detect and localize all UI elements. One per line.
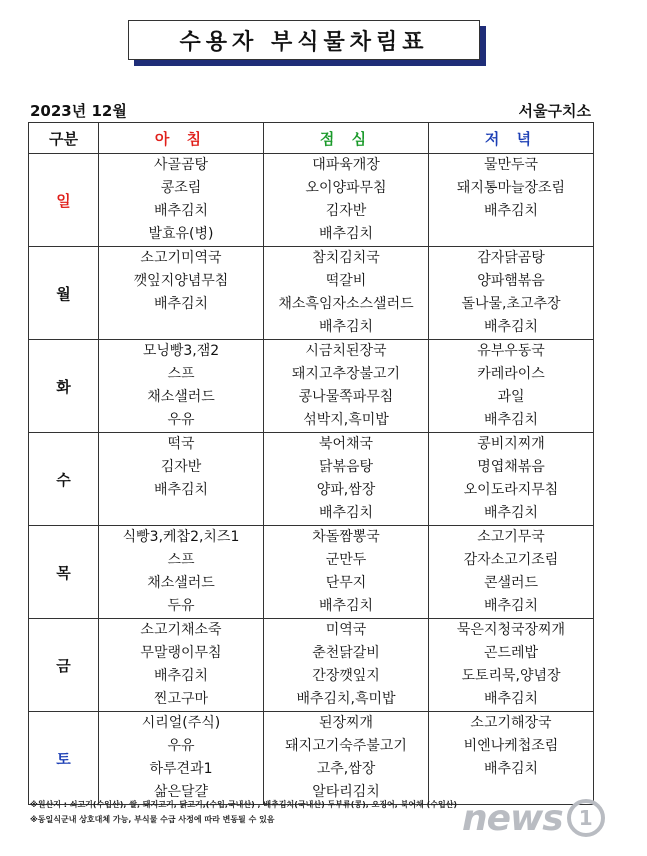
dish-item: 소고기채소죽 <box>140 622 222 638</box>
dish-item: 군만두 <box>325 552 367 568</box>
dish-item: 미역국 <box>325 622 367 638</box>
lunch-cell <box>264 154 429 247</box>
dish-item: 알타리김치 <box>312 784 380 800</box>
dish-item: 콘샐러드 <box>483 575 539 591</box>
origin-footnote: ※원산지 : 쇠고기(수입산), 쌀, 돼지고기, 닭고기,(수입,국내산) , 배추김치(국내산) 두부류(콩), 오징어, 북어채 (수입산) <box>30 800 458 809</box>
menu-body <box>29 154 594 805</box>
dish-item: 차돌짬뽕국 <box>312 529 380 545</box>
dish-item: 깻잎지양념무침 <box>133 273 229 289</box>
dish-item: 삶은달걀 <box>153 784 209 800</box>
dish-item: 카레라이스 <box>477 366 545 382</box>
title-banner <box>128 20 486 66</box>
dish-item: 김자반 <box>325 203 367 219</box>
dinner-cell <box>429 712 594 805</box>
dish-item: 식빵3,케찹2,치즈1 <box>122 529 240 545</box>
header-dinner: 저 녁 <box>429 123 594 154</box>
dish-item: 양파,쌈장 <box>316 482 376 498</box>
breakfast-cell <box>99 712 264 805</box>
menu-period: 2023년 12월 <box>30 102 127 120</box>
dish-item: 배추김치 <box>153 482 209 498</box>
dish-item: 간장깻잎지 <box>312 668 380 684</box>
dinner-cell <box>429 154 594 247</box>
day-label: 월 <box>29 247 99 340</box>
dish-item: 소고기해장국 <box>470 715 552 731</box>
dish-item: 김자반 <box>160 459 202 475</box>
dish-item: 섞박지,흑미밥 <box>303 412 389 428</box>
table-row <box>29 526 594 619</box>
dinner-cell <box>429 526 594 619</box>
lunch-cell <box>264 340 429 433</box>
dish-item: 찐고구마 <box>153 691 209 707</box>
dish-item: 과일 <box>497 389 525 405</box>
lunch-cell <box>264 526 429 619</box>
dish-item: 비엔나케첩조림 <box>463 738 559 754</box>
dish-item: 감자소고기조림 <box>463 552 559 568</box>
day-label: 화 <box>29 340 99 433</box>
breakfast-cell <box>99 340 264 433</box>
page-title: 수용자 부식물차림표 <box>128 20 480 60</box>
dish-item: 사골곰탕 <box>153 157 209 173</box>
table-row <box>29 247 594 340</box>
dish-item: 유부우동국 <box>477 343 545 359</box>
news1-watermark <box>462 792 640 844</box>
dish-item: 떡국 <box>167 436 195 452</box>
dinner-cell <box>429 340 594 433</box>
dish-item: 춘천닭갈비 <box>312 645 380 661</box>
header-gubun: 구분 <box>29 123 99 154</box>
dish-item: 소고기무국 <box>477 529 545 545</box>
dish-item: 배추김치 <box>153 668 209 684</box>
dish-item: 배추김치 <box>483 412 539 428</box>
lunch-cell <box>264 433 429 526</box>
dish-item: 콩조림 <box>160 180 202 196</box>
day-label: 일 <box>29 154 99 247</box>
dish-item: 두유 <box>167 598 195 614</box>
dish-item: 우유 <box>167 412 195 428</box>
dish-item: 돼지고기숙주불고기 <box>285 738 407 754</box>
table-row <box>29 619 594 712</box>
dish-item: 배추김치 <box>483 598 539 614</box>
dish-item: 참치김치국 <box>312 250 380 266</box>
breakfast-cell <box>99 247 264 340</box>
dish-item: 무말랭이무침 <box>140 645 222 661</box>
dish-item: 우유 <box>167 738 195 754</box>
dinner-cell <box>429 433 594 526</box>
dish-item: 배추김치 <box>318 319 374 335</box>
watermark-text: news <box>462 797 563 839</box>
lunch-cell <box>264 247 429 340</box>
dish-item: 스프 <box>167 552 195 568</box>
dinner-cell <box>429 619 594 712</box>
dish-item: 채소샐러드 <box>147 575 215 591</box>
dish-item: 채소샐러드 <box>147 389 215 405</box>
dish-item: 배추김치 <box>483 203 539 219</box>
dinner-cell <box>429 247 594 340</box>
dish-item: 배추김치 <box>318 505 374 521</box>
dish-item: 콩비지찌개 <box>477 436 545 452</box>
dish-item: 배추김치 <box>483 761 539 777</box>
day-label: 수 <box>29 433 99 526</box>
breakfast-cell <box>99 526 264 619</box>
dish-item: 곤드레밥 <box>483 645 539 661</box>
day-label: 금 <box>29 619 99 712</box>
dish-item: 물만두국 <box>483 157 539 173</box>
dish-item: 배추김치 <box>483 505 539 521</box>
dish-item: 감자닭곰탕 <box>477 250 545 266</box>
breakfast-cell <box>99 619 264 712</box>
dish-item: 채소흑임자소스샐러드 <box>278 296 414 312</box>
dish-item: 대파육개장 <box>312 157 380 173</box>
dish-item: 배추김치,흑미밥 <box>296 691 396 707</box>
dish-item: 모닝빵3,잼2 <box>142 343 220 359</box>
dish-item: 배추김치 <box>483 319 539 335</box>
watermark-circle: 1 <box>567 799 605 837</box>
dish-item: 스프 <box>167 366 195 382</box>
dish-item: 돼지고추장불고기 <box>291 366 401 382</box>
dish-item: 시리얼(주식) <box>141 715 221 731</box>
dish-item: 시금치된장국 <box>305 343 387 359</box>
dish-item: 명엽채볶음 <box>477 459 545 475</box>
header-row <box>29 123 594 154</box>
dish-item: 콩나물쪽파무침 <box>298 389 394 405</box>
dish-item: 돌나물,초고추장 <box>461 296 561 312</box>
dish-item: 닭볶음탕 <box>318 459 374 475</box>
dish-item: 고추,쌈장 <box>316 761 376 777</box>
dish-item: 하루견과1 <box>149 761 213 777</box>
dish-item: 단무지 <box>325 575 367 591</box>
issuing-office: 서울구치소 <box>518 102 591 120</box>
lunch-cell <box>264 712 429 805</box>
dish-item: 돼지통마늘장조림 <box>456 180 566 196</box>
substitution-footnote: ※동일식군내 상호대체 가능, 부식물 수급 사정에 따라 변동될 수 있음 <box>30 815 275 824</box>
dish-item: 북어채국 <box>318 436 374 452</box>
table-row <box>29 340 594 433</box>
dish-item: 떡갈비 <box>325 273 367 289</box>
day-label: 토 <box>29 712 99 805</box>
table-row <box>29 712 594 805</box>
header-lunch: 점 심 <box>264 123 429 154</box>
menu-table <box>28 122 594 805</box>
dish-item: 오이도라지무침 <box>463 482 559 498</box>
dish-item: 배추김치 <box>318 226 374 242</box>
header-breakfast: 아 침 <box>99 123 264 154</box>
table-row <box>29 154 594 247</box>
day-label: 목 <box>29 526 99 619</box>
dish-item: 배추김치 <box>318 598 374 614</box>
dish-item: 된장찌개 <box>318 715 374 731</box>
dish-item: 양파햄볶음 <box>477 273 545 289</box>
lunch-cell <box>264 619 429 712</box>
table-row <box>29 433 594 526</box>
breakfast-cell <box>99 433 264 526</box>
dish-item: 발효유(병) <box>148 226 214 242</box>
breakfast-cell <box>99 154 264 247</box>
dish-item: 배추김치 <box>483 691 539 707</box>
dish-item: 배추김치 <box>153 203 209 219</box>
dish-item: 배추김치 <box>153 296 209 312</box>
dish-item: 묵은지청국장찌개 <box>456 622 566 638</box>
dish-item: 오이양파무침 <box>305 180 387 196</box>
dish-item: 도토리묵,양념장 <box>461 668 561 684</box>
dish-item: 소고기미역국 <box>140 250 222 266</box>
